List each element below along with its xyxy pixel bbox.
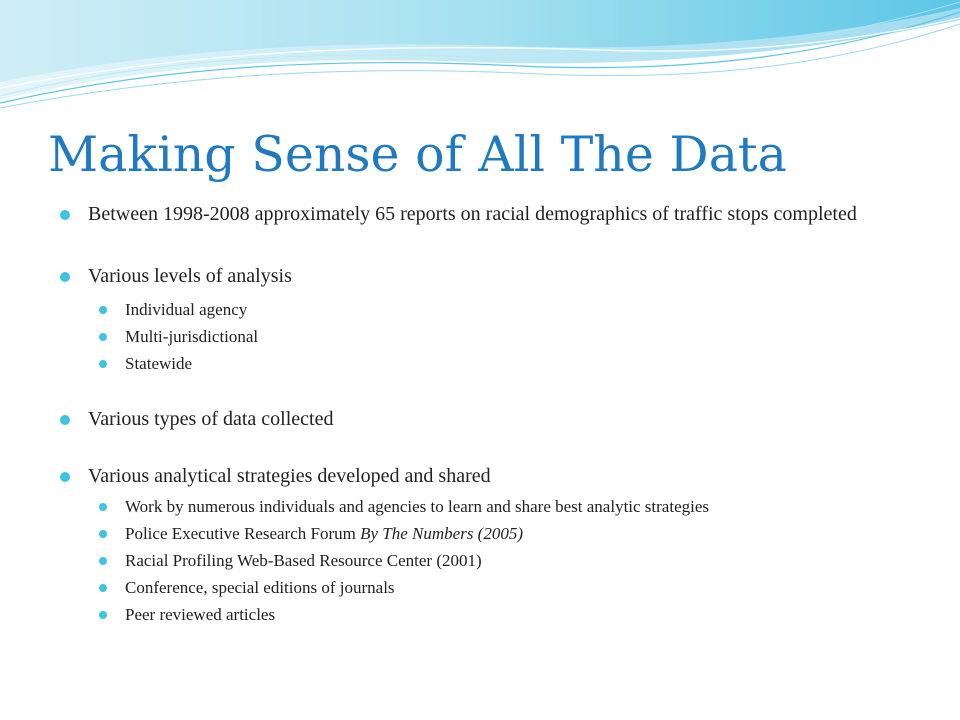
bullet-item (60, 266, 920, 286)
sub-bullet-item (99, 606, 920, 623)
bullet-text: Various analytical strategies developed and shared (88, 465, 491, 487)
sub-bullet-text: Individual agency (125, 300, 248, 319)
sub-bullet-text: Peer reviewed articles (125, 605, 276, 624)
sub-bullet-item (99, 525, 920, 542)
sub-bullet-text: Police Executive Research Forum (125, 524, 361, 543)
bullet-text: Various types of data collected (88, 408, 334, 430)
sub-bullet-italic-text: By The Numbers (2005) (360, 524, 524, 543)
bullet-text: Various levels of analysis (88, 265, 292, 287)
slide-title: Making Sense of All The Data (48, 126, 787, 183)
sub-bullet-text: Work by numerous individuals and agencies to learn and share best analytic strategies (125, 497, 710, 516)
sub-bullet-item (99, 328, 920, 345)
sub-bullet-text: Statewide (125, 354, 193, 373)
sub-bullet-text: Multi-jurisdictional (125, 327, 259, 346)
sub-bullet-item (99, 552, 920, 569)
sub-bullet-text: Racial Profiling Web-Based Resource Center (2001) (125, 551, 482, 570)
bullet-item (60, 204, 920, 224)
sub-bullet-item (99, 301, 920, 318)
bullet-text: Between 1998-2008 approximately 65 reports on racial demographics of traffic stops completed (88, 203, 857, 225)
sub-bullet-item (99, 355, 920, 372)
bullet-item (60, 466, 920, 486)
sub-bullet-item (99, 579, 920, 596)
sub-bullet-item (99, 498, 920, 515)
header-wave-decoration (0, 0, 960, 120)
bullet-list (60, 204, 920, 623)
sub-bullet-text: Conference, special editions of journals (125, 578, 395, 597)
bullet-item (60, 409, 920, 429)
